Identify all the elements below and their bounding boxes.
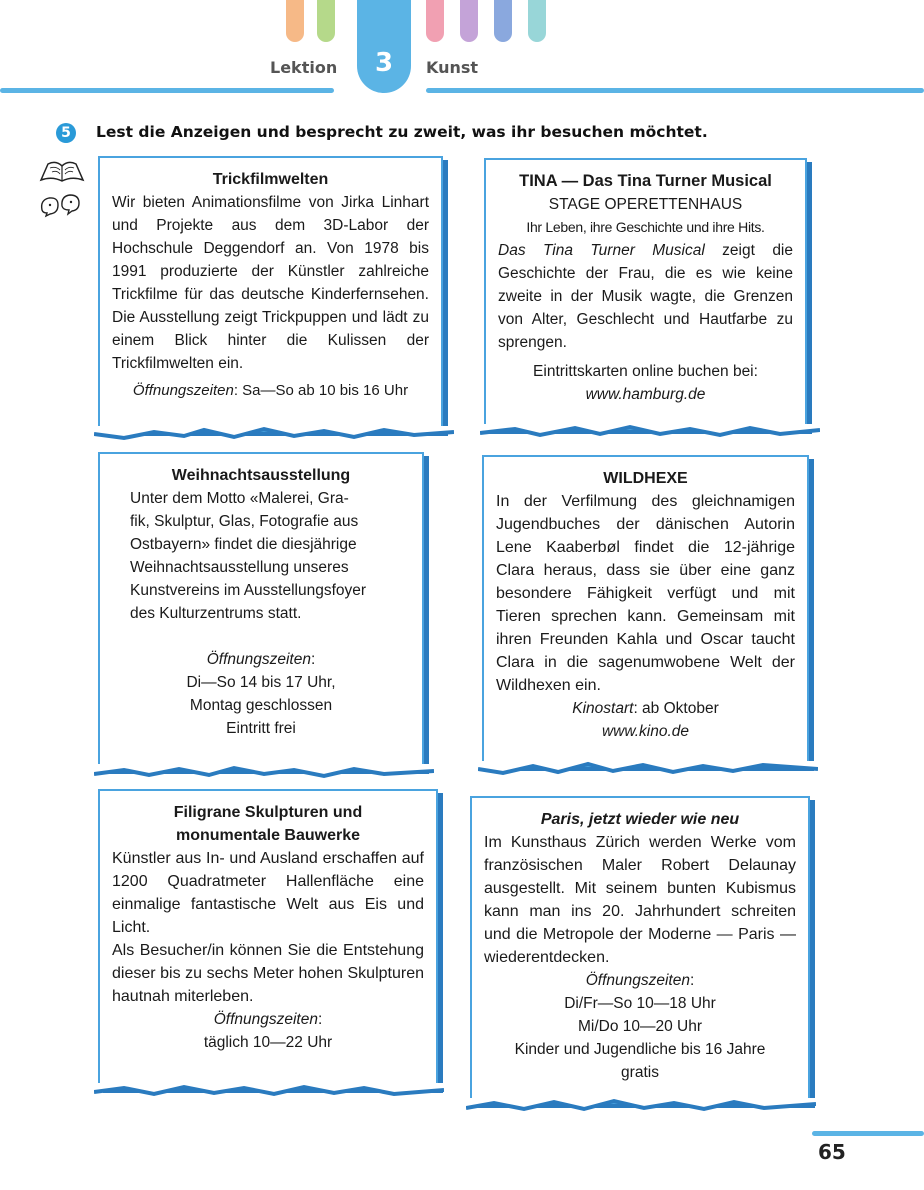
tab-pink [426, 0, 444, 42]
ad-subtitle: STAGE OPERETTENHAUS [548, 196, 743, 213]
ad-body: Wir bieten Animationsfilme von Jirka Linhart und Projekte aus dem 3D-Labor der Hochschule Deggendorf an. Von 1978 bis 1991 produzierte der Künstler zahlreiche Trickfilme für das deutsche Kinderfernsehen. Die Ausstellung zeigt Trickpuppen und lädt zu einem Blick hinter die Kulissen der Trickfilmwelten ein. [112, 194, 429, 372]
ad-hours-line: Mi/Do 10—20 Uhr [577, 1018, 703, 1035]
ad-url[interactable]: www.hamburg.de [585, 386, 706, 403]
torn-edge [94, 764, 434, 790]
ad-hours-line: Di—So 14 bis 17 Uhr, [186, 674, 336, 691]
tab-orange [286, 0, 304, 42]
torn-edge [94, 1083, 444, 1109]
ad-hours [112, 379, 429, 402]
musical-name: Das Tina Turner Musical [498, 242, 705, 259]
header-rule-left [0, 88, 334, 93]
tab-blue [494, 0, 512, 42]
body-line: fik, Skulptur, Glas, Fotografie aus [130, 513, 359, 530]
ad-hours-line: täglich 10—22 Uhr [203, 1034, 333, 1051]
ad-title: TINA — Das Tina Turner Musical [519, 172, 772, 190]
tab-violet [460, 0, 478, 42]
ad-note: Kinder und Jugendliche bis 16 Jahre [514, 1041, 766, 1058]
ad-hours [116, 648, 406, 671]
hours-label: Öffnungszeiten [206, 651, 311, 668]
ad-body [498, 239, 793, 354]
hours-value: : Sa—So ab 10 bis 16 Uhr [233, 382, 409, 399]
ad-card-weihnachtsausstellung [98, 452, 424, 770]
ad-tickets: Eintrittskarten online buchen bei: [533, 363, 758, 380]
talking-heads-icon [38, 192, 82, 218]
ad-hours [484, 969, 796, 992]
ad-card-paris [470, 796, 810, 1104]
ad-card-tina-musical [484, 158, 807, 430]
ad-title: Weihnachtsausstellung [171, 467, 351, 484]
body-line: Ostbayern» findet die diesjährige [130, 536, 357, 553]
body-line: Weihnachtsausstellung unseres [130, 559, 349, 576]
ad-body: In der Verfilmung des gleichnamigen Jugendbuches der dänischen Autorin Lene Kaaberbøl findet die 12-jährige Clara heraus, dass sie über eine ganz besondere Fähigkeit verfügt und mit Tieren sprechen kann. Gemeinsam mit ihren Freunden Kahla und Oscar taucht Clara in die sagenumwobene Welt der Wildhexen ein. [496, 493, 795, 694]
ad-url[interactable]: www.kino.de [601, 723, 689, 740]
hours-label: Öffnungszeiten [585, 972, 690, 989]
topic-label: Kunst [426, 58, 479, 77]
torn-edge [480, 424, 820, 450]
hours-colon: : [689, 972, 695, 989]
ad-body [116, 487, 406, 625]
lesson-number: 3 [374, 48, 394, 78]
ad-body: Künstler aus In- und Ausland erschaffen auf 1200 Quadratmeter Hallenfläche eine einmalige fantastische Welt aus Eis und Licht. [112, 850, 424, 936]
ad-title-line1: Filigrane Skulpturen und [173, 804, 363, 821]
open-book-icon [38, 158, 86, 184]
lesson-number-tab [357, 0, 411, 93]
start-value: : ab Oktober [633, 700, 719, 717]
ad-title-line2: monumentale Bauwerke [175, 827, 361, 844]
ad-title: Paris, jetzt wieder wie neu [540, 811, 740, 828]
ad-card-wildhexe [482, 455, 809, 767]
hours-colon: : [317, 1011, 323, 1028]
hours-label: Öffnungszeiten [213, 1011, 318, 1028]
ad-title: Trickfilmwelten [212, 171, 329, 188]
ad-body: Im Kunsthaus Zürich werden Werke vom französischen Maler Robert Delaunay ausgestellt. Mit seinem bunten Kubismus kann man ins 20. Jahrhundert schreiten und die Metropole der Moderne — Paris — wiederentdecken. [484, 834, 796, 966]
body-text: zeigt die Geschichte der Frau, die es wie keine zweite in der Musik wagte, die Grenzen von Alter, Geschlecht und Hautfarbe zu sprengen. [498, 242, 793, 351]
ad-hours [112, 1008, 424, 1031]
start-label: Kinostart [572, 700, 634, 717]
ad-intro: Ihr Leben, ihre Geschichte und ihre Hits. [526, 219, 765, 235]
ad-hours-line: Montag geschlossen [189, 697, 333, 714]
ad-note: gratis [621, 1064, 659, 1081]
torn-edge [478, 761, 818, 787]
lesson-label: Lektion [270, 58, 338, 77]
header-rule-right [426, 88, 924, 93]
ad-entry: Eintritt frei [226, 720, 296, 737]
body-line: Kunstvereins im Ausstellungsfoyer [130, 582, 367, 599]
torn-edge [466, 1098, 816, 1124]
ad-card-skulpturen [98, 789, 438, 1089]
task-number-badge: 5 [56, 123, 76, 143]
ad-body-2: Als Besucher/in können Sie die Entstehung dieser bis zu sechs Meter hohen Skulpturen hautnah miterleben. [112, 942, 424, 1005]
torn-edge [94, 426, 454, 452]
body-line: Unter dem Motto «Malerei, Gra- [130, 490, 349, 507]
body-line: des Kulturzentrums statt. [130, 605, 302, 622]
ad-kinostart [496, 697, 795, 720]
tab-green [317, 0, 335, 42]
hours-colon: : [310, 651, 316, 668]
ad-hours-line: Di/Fr—So 10—18 Uhr [564, 995, 716, 1012]
task-instruction: Lest die Anzeigen und besprecht zu zweit, was ihr besuchen möchtet. [96, 123, 708, 141]
ad-card-trickfilmwelten [98, 156, 443, 432]
footer-rule [812, 1131, 924, 1136]
page-number: 65 [818, 1140, 846, 1164]
hours-label: Öffnungszeiten [132, 382, 234, 399]
ad-title: WILDHEXE [603, 470, 688, 487]
tab-teal [528, 0, 546, 42]
